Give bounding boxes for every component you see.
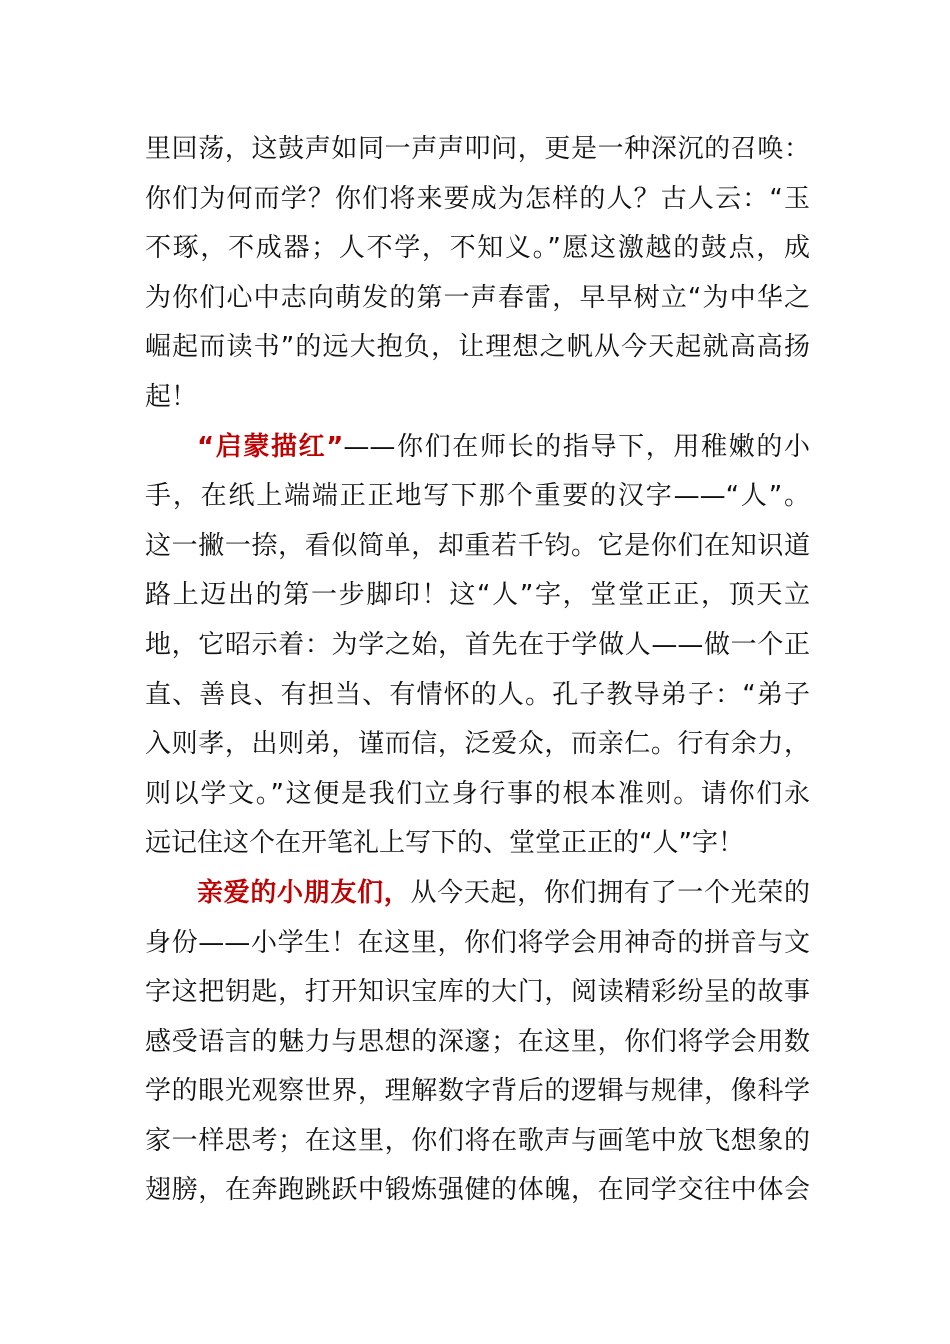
text-run: 从今天起，你们拥有了一个光荣的 bbox=[410, 877, 810, 908]
text-line: 地，它昭示着：为学之始，首先在于学做人——做一个正 bbox=[145, 629, 810, 660]
text-line: 你们为何而学？你们将来要成为怎样的人？古人云：“玉 bbox=[145, 183, 810, 214]
text-run: ——你们在师长的指导下，用稚嫩的小 bbox=[343, 431, 810, 462]
text-line: 字这把钥匙，打开知识宝库的大门，阅读精彩纷呈的故事 bbox=[145, 977, 810, 1008]
highlight-heading: 亲爱的小朋友们， bbox=[197, 877, 411, 908]
document-body bbox=[145, 125, 810, 1216]
text-line: 不琢，不成器；人不学，不知义。”愿这激越的鼓点，成 bbox=[145, 233, 810, 264]
text-line: 感受语言的魅力与思想的深邃；在这里，你们将学会用数 bbox=[145, 1026, 810, 1057]
text-line bbox=[145, 423, 810, 473]
text-line: 崛起而读书”的远大抱负，让理想之帆从今天起就高高扬 bbox=[145, 332, 810, 363]
text-line bbox=[145, 869, 810, 919]
text-line: 直、善良、有担当、有情怀的人。孔子教导弟子：“弟子 bbox=[145, 679, 810, 710]
text-line: 翅膀，在奔跑跳跃中锻炼强健的体魄，在同学交往中体会 bbox=[145, 1175, 810, 1206]
text-line: 为你们心中志向萌发的第一声春雷，早早树立“为中华之 bbox=[145, 282, 810, 313]
text-line: 身份——小学生！在这里，你们将学会用神奇的拼音与文 bbox=[145, 927, 810, 958]
text-line: 起！ bbox=[145, 381, 198, 412]
text-line: 路上迈出的第一步脚印！这“人”字，堂堂正正，顶天立 bbox=[145, 580, 810, 611]
paragraph-1 bbox=[145, 125, 810, 423]
text-line: 里回荡，这鼓声如同一声声叩问，更是一种深沉的召唤： bbox=[145, 134, 810, 164]
paragraph-3 bbox=[145, 869, 810, 1216]
text-line: 学的眼光观察世界，理解数字背后的逻辑与规律，像科学 bbox=[145, 1076, 810, 1107]
text-line: 入则孝，出则弟，谨而信，泛爱众，而亲仁。行有余力， bbox=[145, 729, 810, 760]
highlight-heading: “启蒙描红” bbox=[197, 431, 344, 462]
text-line: 手，在纸上端端正正地写下那个重要的汉字——“人”。 bbox=[145, 481, 810, 512]
text-line: 这一撇一捺，看似简单，却重若千钧。它是你们在知识道 bbox=[145, 530, 810, 561]
text-line: 远记住这个在开笔礼上写下的、堂堂正正的“人”字！ bbox=[145, 828, 744, 859]
text-line: 家一样思考；在这里，你们将在歌声与画笔中放飞想象的 bbox=[145, 1125, 810, 1156]
paragraph-2 bbox=[145, 423, 810, 869]
text-line: 则以学文。”这便是我们立身行事的根本准则。请你们永 bbox=[145, 778, 810, 809]
